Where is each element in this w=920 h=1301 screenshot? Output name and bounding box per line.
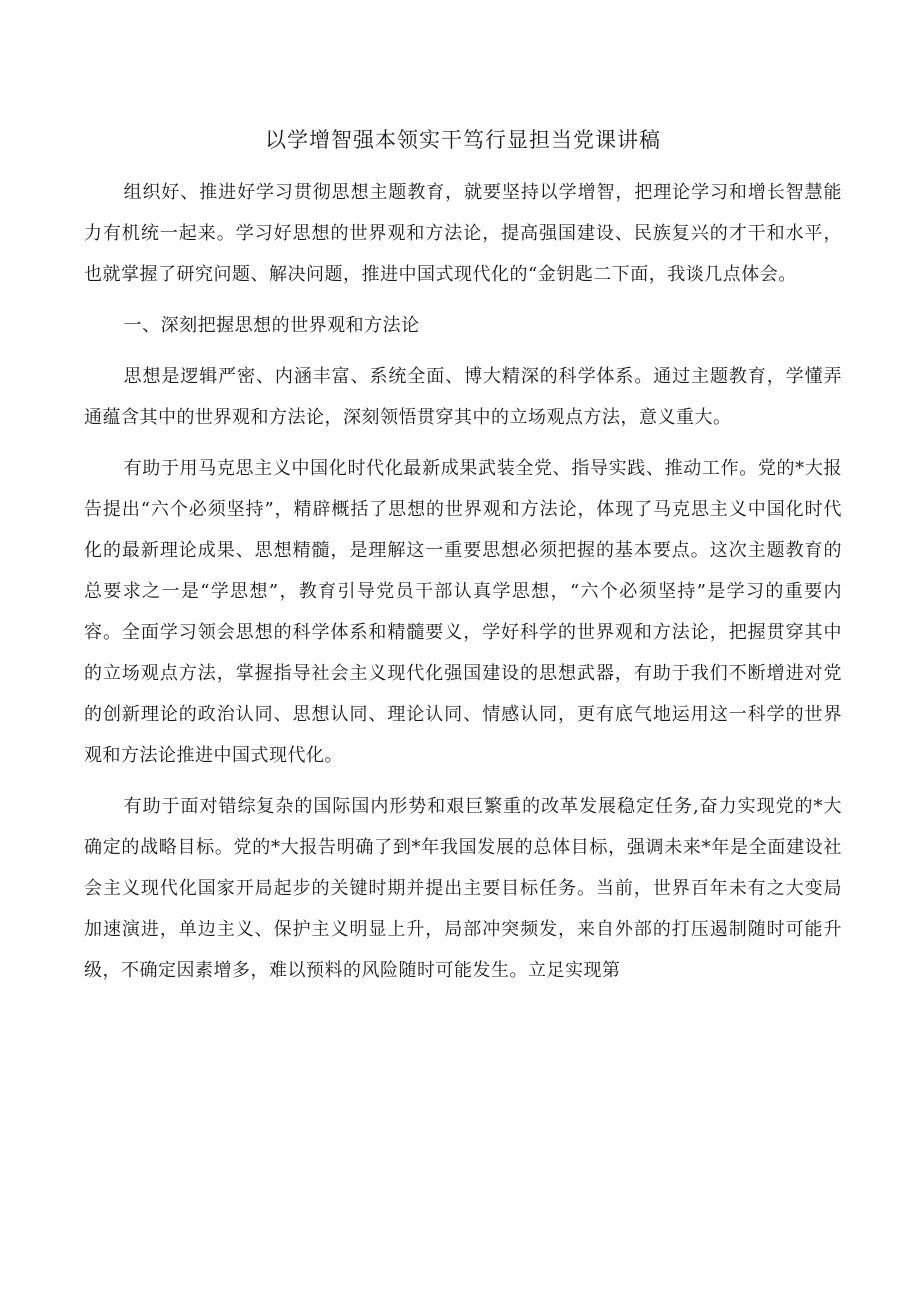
intro-paragraph: 组织好、推进好学习贯彻思想主题教育，就要坚持以学增智，把理论学习和增长智慧能力有机统一起来。学习好思想的世界观和方法论，提高强国建设、民族复兴的才干和水平，也就掌握了研究问题、解决问题，推进中国式现代化的“金钥匙二下面，我谈几点体会。 [84, 182, 842, 285]
document-title: 以学增智强本领实干笃行显担当党课讲稿 [265, 128, 661, 152]
document-page [84, 118, 842, 1001]
section-heading: 一、深刻把握思想的世界观和方法论 [123, 315, 420, 336]
body-paragraph-1: 思想是逻辑严密、内涵丰富、系统全面、博大精深的科学体系。通过主题教育，学懂弄通蕴含其中的世界观和方法论，深刻领悟贯穿其中的立场观点方法，意义重大。 [84, 366, 842, 428]
body-paragraph-2: 有助于用马克思主义中国化时代化最新成果武装全党、指导实践、推动工作。党的*大报告提出“六个必须坚持”，精辟概括了思想的世界观和方法论，体现了马克思主义中国化时代化的最新理论成果、思想精髓，是理解这一重要思想必须把握的基本要点。这次主题教育的总要求之一是“学思想”，教育引导党员干部认真学思想，“六个必须坚持”是学习的重要内容。全面学习领会思想的科学体系和精髓要义，学好科学的世界观和方法论，把握贯穿其中的立场观点方法，掌握指导社会主义现代化强国建设的思想武器，有助于我们不断增进对党的创新理论的政治认同、思想认同、理论认同、情感认同，更有底气地运用这一科学的世界观和方法论推进中国式现代化。 [84, 458, 842, 766]
body-paragraph-3: 有助于面对错综复杂的国际国内形势和艰巨繁重的改革发展稳定任务,奋力实现党的*大确定的战略目标。党的*大报告明确了到*年我国发展的总体目标，强调未来*年是全面建设社会主义现代化国家开局起步的关键时期并提出主要目标任务。当前，世界百年未有之大变局加速演进，单边主义、保护主义明显上升，局部冲突频发，来自外部的打压遏制随时可能升级，不确定因素增多，难以预料的风险随时可能发生。立足实现第 [84, 796, 842, 981]
